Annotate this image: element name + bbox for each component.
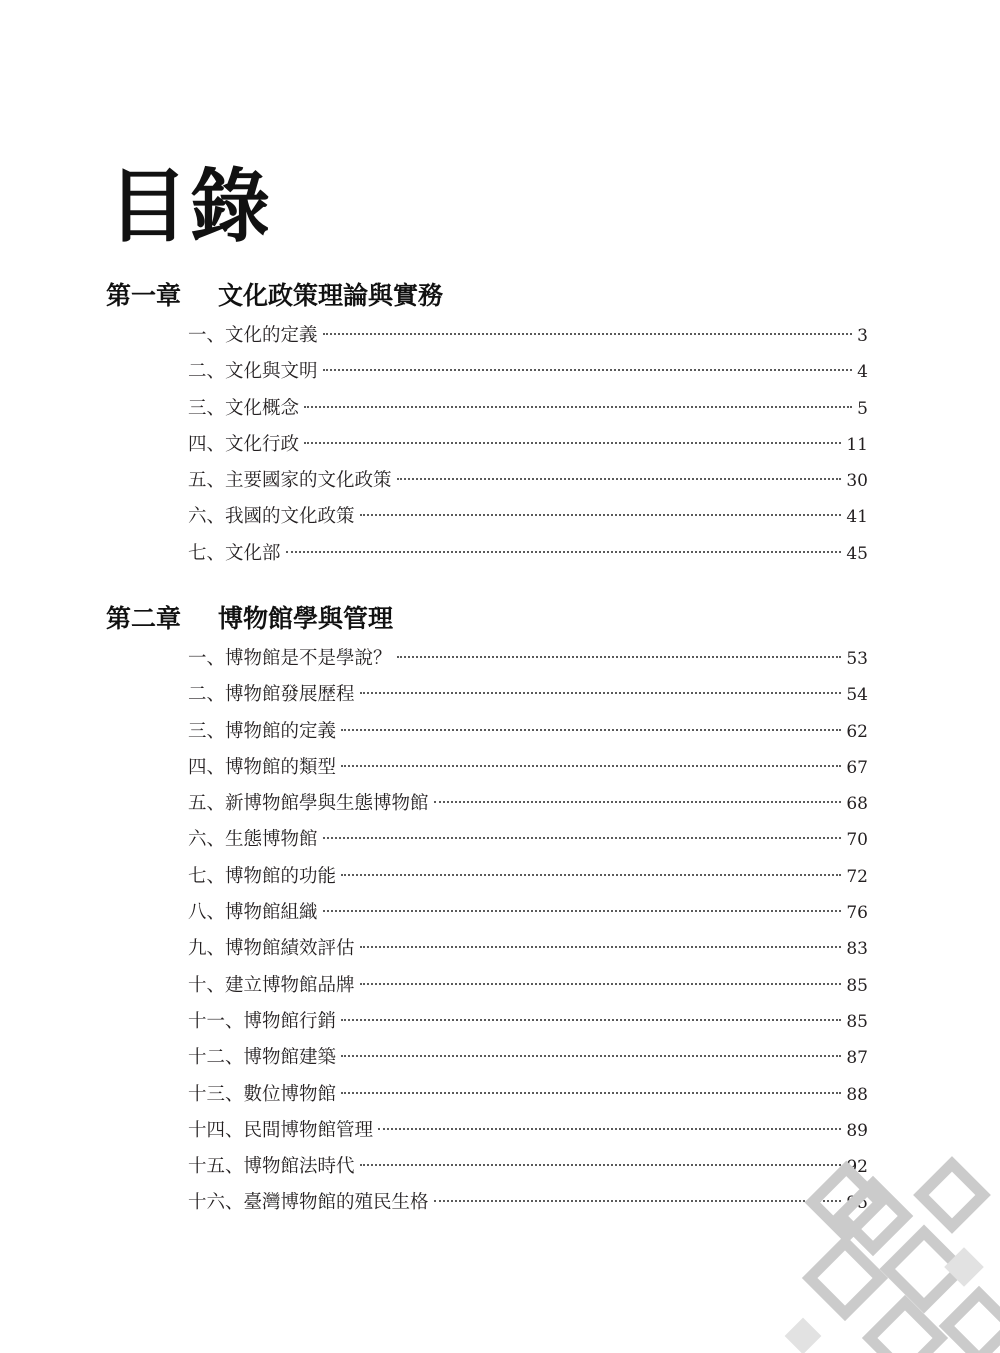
- chapter-number: 第一章: [106, 281, 182, 310]
- toc-entry-label: 七、博物館的功能: [188, 865, 337, 887]
- chapter-heading: [106, 597, 868, 641]
- toc-entry-label: 十五、博物館法時代: [188, 1156, 355, 1178]
- toc-entry-label: 六、生態博物館: [188, 829, 318, 851]
- toc-entry[interactable]: [188, 391, 868, 427]
- toc-entry-label: 四、博物館的類型: [188, 756, 337, 778]
- dot-leader: [341, 1055, 841, 1057]
- toc-entry-page: 30: [846, 471, 868, 492]
- toc-entry-page: 76: [846, 903, 868, 924]
- toc-entry-page: 87: [846, 1048, 868, 1069]
- toc-entry-page: 67: [846, 757, 868, 778]
- toc-entry-label: 三、博物館的定義: [188, 720, 337, 742]
- dot-leader: [323, 369, 853, 371]
- dot-leader: [397, 656, 842, 658]
- toc-entry-label: 八、博物館組織: [188, 902, 318, 924]
- toc-entry-page: 92: [846, 1157, 868, 1178]
- toc-entry[interactable]: [188, 786, 868, 822]
- toc-entry-page: 85: [846, 1011, 868, 1032]
- toc-entry-label: 十六、臺灣博物館的殖民生格: [188, 1192, 429, 1214]
- chapter-heading: [106, 274, 868, 318]
- toc-list: [188, 318, 868, 572]
- toc-entry[interactable]: [188, 499, 868, 535]
- toc-entry[interactable]: [188, 859, 868, 895]
- toc-entry[interactable]: [188, 1040, 868, 1076]
- toc-entry-label: 九、博物館績效評估: [188, 938, 355, 960]
- toc-entry[interactable]: [188, 1077, 868, 1113]
- toc-entry[interactable]: [188, 677, 868, 713]
- chapter-1: [106, 274, 868, 572]
- toc-entry-page: 54: [846, 685, 868, 706]
- toc-entry[interactable]: [188, 427, 868, 463]
- toc-entry[interactable]: [188, 968, 868, 1004]
- toc-entry-page: 72: [846, 866, 868, 887]
- dot-leader: [341, 1019, 841, 1021]
- toc-entry-page: 5: [857, 398, 868, 419]
- toc-entry-page: 89: [846, 1120, 868, 1141]
- toc-entry-label: 十一、博物館行銷: [188, 1010, 337, 1032]
- toc-entry-label: 十二、博物館建築: [188, 1047, 337, 1069]
- dot-leader: [360, 1164, 842, 1166]
- dot-leader: [397, 478, 842, 480]
- dot-leader: [323, 333, 853, 335]
- toc-entry-page: 45: [846, 543, 868, 564]
- toc-entry-label: 十三、數位博物館: [188, 1083, 337, 1105]
- toc-entry[interactable]: [188, 641, 868, 677]
- dot-leader: [360, 514, 842, 516]
- toc-entry-label: 四、文化行政: [188, 433, 300, 455]
- dot-leader: [378, 1128, 841, 1130]
- toc-entry[interactable]: [188, 536, 868, 572]
- toc-entry[interactable]: [188, 1185, 868, 1221]
- toc-entry[interactable]: [188, 354, 868, 390]
- toc-list: [188, 641, 868, 1222]
- toc-entry-page: 70: [846, 830, 868, 851]
- dot-leader: [341, 729, 841, 731]
- toc-entry-label: 十四、民間博物館管理: [188, 1119, 374, 1141]
- toc-entry-label: 五、新博物館學與生態博物館: [188, 793, 429, 815]
- toc-entry-page: 68: [846, 794, 868, 815]
- dot-leader: [341, 1092, 841, 1094]
- chapter-number: 第二章: [106, 604, 182, 633]
- toc-entry-label: 一、文化的定義: [188, 325, 318, 346]
- chapter-2: [106, 597, 868, 1222]
- toc-entry-page: 53: [846, 649, 868, 669]
- toc-entry[interactable]: [188, 318, 868, 354]
- chapter-title: 博物館學與管理: [218, 604, 394, 633]
- toc-entry-label: 六、我國的文化政策: [188, 506, 355, 528]
- toc-entry-label: 十、建立博物館品牌: [188, 974, 355, 996]
- dot-leader: [434, 1200, 842, 1202]
- dot-leader: [323, 837, 842, 839]
- toc-entry-label: 七、文化部: [188, 542, 281, 564]
- toc-entry[interactable]: [188, 822, 868, 858]
- toc-entry[interactable]: [188, 931, 868, 967]
- toc-entry-label: 五、主要國家的文化政策: [188, 470, 392, 492]
- dot-leader: [360, 983, 842, 985]
- page-title: 目錄: [108, 159, 272, 253]
- toc-entry-page: 95: [846, 1193, 868, 1214]
- toc-entry[interactable]: [188, 463, 868, 499]
- toc-entry-label: 三、文化概念: [188, 397, 300, 419]
- toc-entry-page: 85: [846, 975, 868, 996]
- toc-entry[interactable]: [188, 1149, 868, 1185]
- dot-leader: [304, 442, 841, 444]
- toc-entry-page: 3: [857, 326, 868, 346]
- toc-entry-page: 11: [846, 434, 868, 455]
- toc-entry[interactable]: [188, 1004, 868, 1040]
- dot-leader: [360, 692, 842, 694]
- dot-leader: [341, 874, 841, 876]
- dot-leader: [323, 910, 842, 912]
- toc-entry-page: 88: [846, 1084, 868, 1105]
- toc-entry-label: 二、文化與文明: [188, 361, 318, 383]
- toc-entry-page: 41: [846, 507, 868, 528]
- chapter-title: 文化政策理論與實務: [218, 281, 444, 310]
- toc-entry[interactable]: [188, 1113, 868, 1149]
- dot-leader: [434, 801, 842, 803]
- toc-entry-page: 62: [846, 721, 868, 742]
- toc-entry[interactable]: [188, 895, 868, 931]
- dot-leader: [304, 406, 852, 408]
- toc-entry-label: 二、博物館發展歷程: [188, 684, 355, 706]
- toc-entry-label: 一、博物館是不是學說？: [188, 648, 392, 669]
- toc-entry-page: 4: [857, 362, 868, 383]
- toc-entry[interactable]: [188, 750, 868, 786]
- toc-entry-page: 83: [846, 939, 868, 960]
- toc-entry[interactable]: [188, 714, 868, 750]
- dot-leader: [286, 551, 842, 553]
- dot-leader: [360, 946, 842, 948]
- dot-leader: [341, 765, 841, 767]
